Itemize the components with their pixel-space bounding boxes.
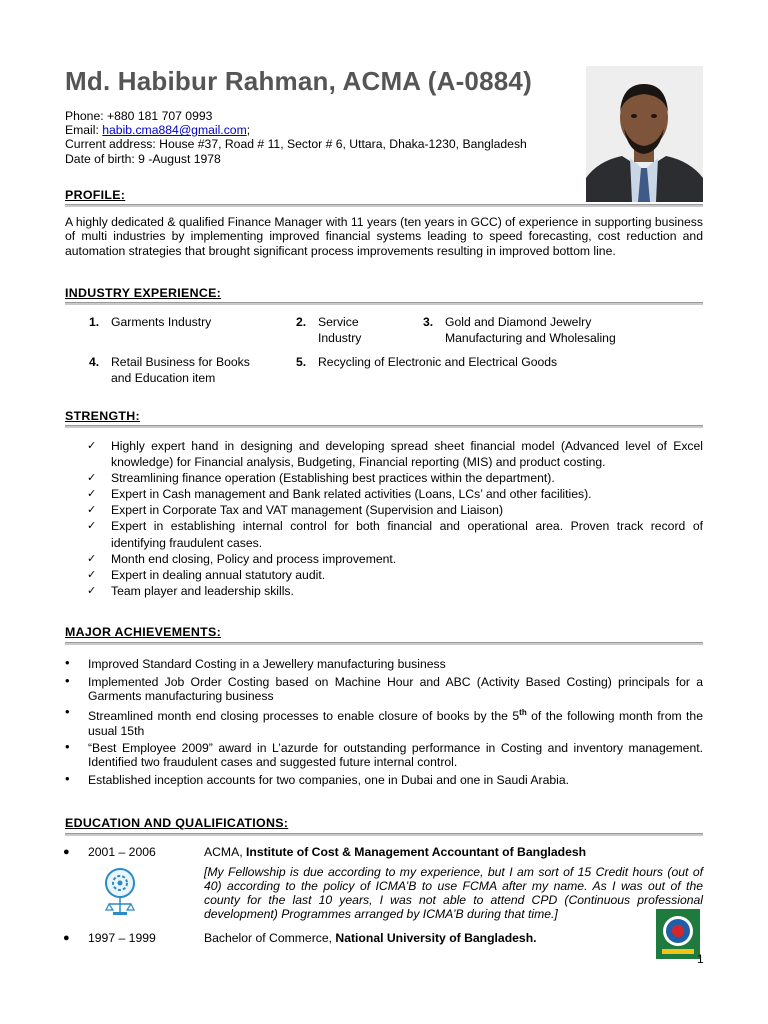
industry-number: 1. — [89, 315, 100, 329]
bullet-icon: • — [65, 771, 70, 787]
education-years: 1997 – 1999 — [88, 931, 156, 945]
bullet-icon: • — [65, 672, 70, 688]
page-number: 1 — [697, 952, 704, 966]
strength-item: ✓ Expert in establishing internal control for both financial and operational area. Proven track record of identifying fraudulent cases. — [87, 519, 703, 550]
candidate-name: Md. Habibur Rahman, ACMA (A-0884) — [65, 66, 532, 96]
check-icon: ✓ — [87, 504, 97, 517]
profile-photo-illustration — [586, 66, 703, 202]
national-university-logo — [656, 909, 700, 959]
check-icon: ✓ — [87, 472, 97, 485]
check-icon: ✓ — [87, 520, 97, 533]
industry-number: 2. — [296, 315, 307, 329]
industry-label: Retail Business for Books and Education item — [111, 355, 250, 385]
bullet-icon: ● — [63, 846, 70, 858]
bullet-icon: • — [65, 655, 70, 670]
strength-list — [65, 438, 703, 599]
industry-item — [89, 355, 279, 387]
check-icon: ✓ — [87, 568, 97, 581]
education-degree: Bachelor of Commerce, — [204, 931, 336, 945]
education-institution: National University of Bangladesh. — [335, 931, 537, 945]
education-years: 2001 – 2006 — [88, 845, 156, 859]
industry-item — [89, 315, 279, 347]
email-label: Email: — [65, 123, 103, 138]
industry-label: Service Industry — [318, 315, 362, 345]
profile-photo — [586, 66, 703, 202]
education-degree-line — [204, 845, 586, 859]
check-icon: ✓ — [87, 552, 97, 565]
address-line: Current address: House #37, Road # 11, Sector # 6, Uttara, Dhaka-1230, Bangladesh — [65, 137, 527, 152]
strength-divider — [65, 425, 703, 428]
strength-item: ✓ Streamlining finance operation (Establishing best practices within the department). — [87, 471, 555, 486]
strength-item: ✓ Expert in Corporate Tax and VAT management (Supervision and Liaison) — [87, 503, 504, 518]
industry-number: 4. — [89, 355, 100, 369]
industry-number: 5. — [296, 355, 307, 369]
education-heading: EDUCATION AND QUALIFICATIONS: — [65, 816, 289, 830]
achievement-item: • Implemented Job Order Costing based on Machine Hour and ABC (Activity Based Costing) principals for a Garments manufacturing business — [65, 672, 703, 703]
achievements-divider — [65, 642, 703, 645]
email-link[interactable]: habib.cma884@gmail.com — [102, 123, 247, 138]
check-icon: ✓ — [87, 488, 97, 501]
email-line — [65, 123, 527, 137]
achievement-item: • Streamlined month end closing processes to enable closure of books by the 5th of the following month from the usual 15th — [65, 704, 703, 738]
industry-label: Garments Industry — [111, 315, 212, 329]
phone-line: Phone: +880 181 707 0993 — [65, 109, 213, 123]
industry-number: 3. — [423, 315, 434, 329]
education-degree: ACMA, — [204, 845, 246, 859]
bullet-icon: • — [65, 739, 70, 755]
email-suffix: ; — [246, 123, 251, 138]
industry-item — [296, 315, 406, 347]
check-icon: ✓ — [87, 440, 97, 452]
industry-item — [423, 315, 643, 347]
contact-block — [65, 109, 527, 166]
achievements-list — [65, 657, 703, 791]
achievement-item: • “Best Employee 2009” award in L’azurde for outstanding performance in Costing and inventory management. Identified two fraudulent cases and suggested future internal control. — [65, 739, 703, 770]
industry-item — [296, 355, 626, 373]
profile-text: A highly dedicated & qualified Finance Manager with 11 years (ten years in GCC) of experience in supporting business of multi industries by implementing improved financial systems leading to speed forecasting, cost reduction and automation strategies that brought significant process improvements resulting in improved bottom line. — [65, 215, 703, 258]
profile-divider — [65, 204, 703, 207]
industry-divider — [65, 302, 703, 305]
education-degree-line — [204, 931, 537, 945]
check-icon: ✓ — [87, 584, 97, 597]
profile-heading: PROFILE: — [65, 188, 126, 202]
bullet-icon: • — [65, 704, 70, 720]
strength-heading: STRENGTH: — [65, 409, 140, 423]
education-divider — [65, 833, 703, 836]
bullet-icon: ● — [63, 932, 70, 944]
strength-item: ✓ Month end closing, Policy and process improvement. — [87, 551, 397, 566]
industry-heading: INDUSTRY EXPERIENCE: — [65, 286, 222, 300]
achievement-item: • Improved Standard Costing in a Jewellery manufacturing business — [65, 655, 446, 671]
strength-item: ✓ Expert in Cash management and Bank related activities (Loans, LCs’ and other facilities). — [87, 487, 592, 502]
icmab-logo — [103, 866, 137, 918]
education-institution: Institute of Cost & Management Accountant of Bangladesh — [245, 845, 587, 859]
strength-item: ✓ Highly expert hand in designing and developing spread sheet financial model (Advanced level of Excel knowledge) for Financial analysis, Budgeting, Financial reporting (MIS) and product costing. — [87, 439, 703, 470]
achievement-item: • Established inception accounts for two companies, one in Dubai and one in Saudi Arabia. — [65, 771, 570, 788]
achievements-heading: MAJOR ACHIEVEMENTS: — [65, 625, 222, 639]
industry-label: Gold and Diamond Jewelry Manufacturing and Wholesaling — [445, 315, 616, 345]
strength-item: ✓ Expert in dealing annual statutory audit. — [87, 567, 326, 582]
strength-item: ✓ Team player and leadership skills. — [87, 583, 294, 598]
ordinal-suffix: th — [519, 708, 527, 718]
fellowship-note: [My Fellowship is due according to my experience, but I am sort of 15 Credit hours (out of 40) according to the policy of ICMA’B to use FCMA after my name. As I was out of the county for the last 10 years, I was not able to attend CPD (Continuous professional development) Programmes arranged by ICMA’B during that time.] — [204, 865, 703, 921]
dob-line: Date of birth: 9 -August 1978 — [65, 151, 221, 166]
industry-label: Recycling of Electronic and Electrical Goods — [318, 355, 558, 369]
